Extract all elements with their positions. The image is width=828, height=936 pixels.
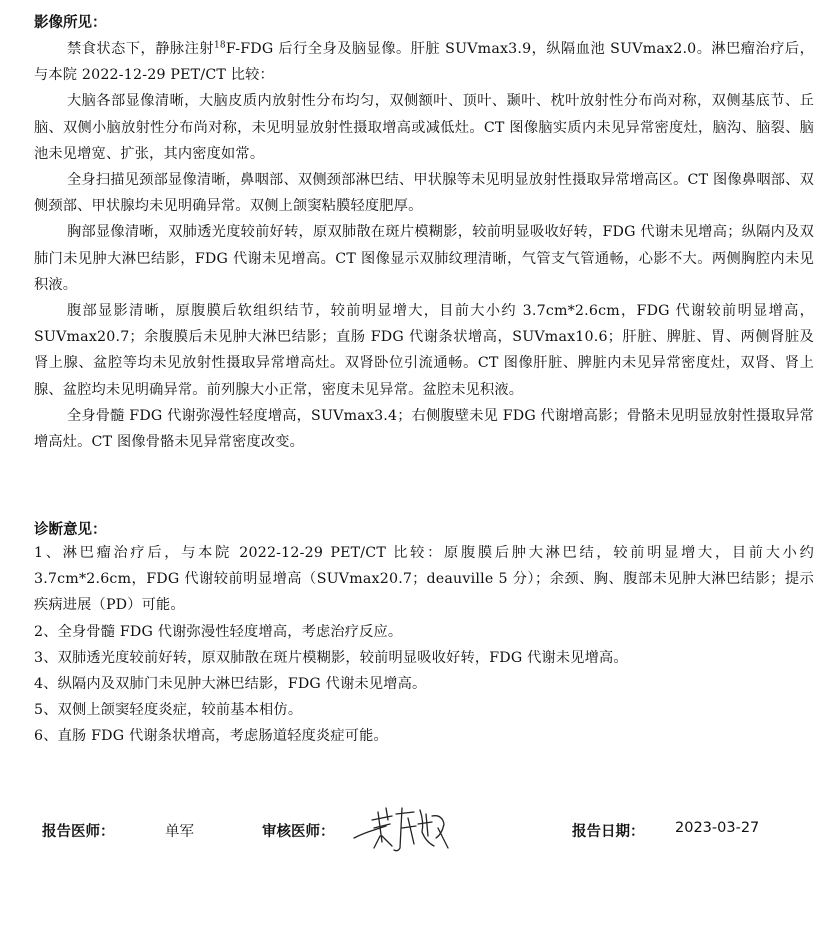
diagnosis-section [34,540,814,750]
report-footer [0,816,828,856]
diagnosis-item-3: 3、双肺透光度较前好转，原双肺散在斑片模糊影，较前明显吸收好转，FDG 代谢未见增高。 [34,649,628,666]
diagnosis-heading: 诊断意见： [34,522,107,538]
diagnosis-item-2: 2、全身骨髓 FDG 代谢弥漫性轻度增高，考虑治疗反应。 [34,623,403,640]
findings-bone: 全身骨髓 FDG 代谢弥漫性轻度增高，SUVmax3.4；右侧腹壁未见 FDG 代谢增高影；骨骼未见明显放射性摄取异常增高灶。CT 图像骨骼未见异常密度改变。 [34,407,814,451]
findings-neck: 全身扫描见颈部显像清晰，鼻咽部、双侧颈部淋巴结、甲状腺等未见明显放射性摄取异常增高区。CT 图像鼻咽部、双侧颈部、甲状腺均未见明确异常。双侧上颌窦粘膜轻度肥厚。 [34,172,814,215]
diagnosis-item-6: 6、直肠 FDG 代谢条状增高，考虑肠道轻度炎症可能。 [34,728,388,745]
findings-brain: 大脑各部显像清晰，大脑皮质内放射性分布均匀，双侧额叶、顶叶、颞叶、枕叶放射性分布尚对称，双侧基底节、丘脑、双侧小脑放射性分布尚对称，未见明显放射性摄取增高或减低灶。CT 图像脑实质内未见异常密度灶，脑沟、脑裂、脑池未见增宽、扩张，其内密度如常。 [34,93,814,162]
reporter-name: 单军 [165,824,194,840]
findings-chest: 胸部显像清晰，双肺透光度较前好转，原双肺散在斑片模糊影，较前明显吸收好转，FDG 代谢未见增高；纵隔内及双肺门未见肿大淋巴结影，FDG 代谢未见增高。CT 图像显示双肺纹理清晰，气管支气管通畅，心影不大。两侧胸腔内未见积液。 [34,224,814,293]
reviewer-signature [352,802,452,854]
diagnosis-item-5: 5、双侧上颌窦轻度炎症，较前基本相仿。 [34,702,303,719]
findings-abdomen: 腹部显影清晰，原腹膜后软组织结节，较前明显增大，目前大小约 3.7cm*2.6cm，FDG 代谢较前明显增高，SUVmax20.7；余腹膜后未见肿大淋巴结影；直肠 FDG 代谢条状增高，SUVmax10.6；肝脏、脾脏、胃、两侧肾脏及肾上腺、盆腔等均未见放射性摄取异常增高灶。双肾卧位引流通畅。CT 图像肝脏、脾脏内未见异常密度灶，双肾、肾上腺、盆腔均未见明确异常。前列腺大小正常，密度未见异常。盆腔未见积液。 [34,303,814,398]
diagnosis-item-1: 1、淋巴瘤治疗后，与本院 2022-12-29 PET/CT 比较：原腹膜后肿大淋巴结，较前明显增大，目前大小约 3.7cm*2.6cm，FDG 代谢较前明显增高（SUVmax20.7；deauville 5 分）；余颈、胸、腹部未见肿大淋巴结影；提示疾病进展（PD）可能。 [34,545,814,614]
date-label: 报告日期： [572,824,645,840]
findings-intro-text-continued: F-FDG 后行全身及脑显像。肝脏 SUVmax3.9，纵隔血池 SUVmax2.0。淋巴瘤治疗后，与本院 2022-12-29 PET/CT 比较： [34,41,814,84]
diagnosis-item-4: 4、纵隔内及双肺门未见肿大淋巴结影，FDG 代谢未见增高。 [34,676,427,693]
findings-intro-text: 禁食状态下，静脉注射 [67,41,214,57]
report-date: 2023-03-27 [675,820,760,836]
isotope-superscript: 18 [214,40,226,51]
findings-heading: 影像所见： [34,15,107,31]
findings-intro [34,36,814,88]
findings-section [34,36,814,455]
reporter-label: 报告医师： [42,824,115,840]
reviewer-label: 审核医师： [262,824,335,840]
